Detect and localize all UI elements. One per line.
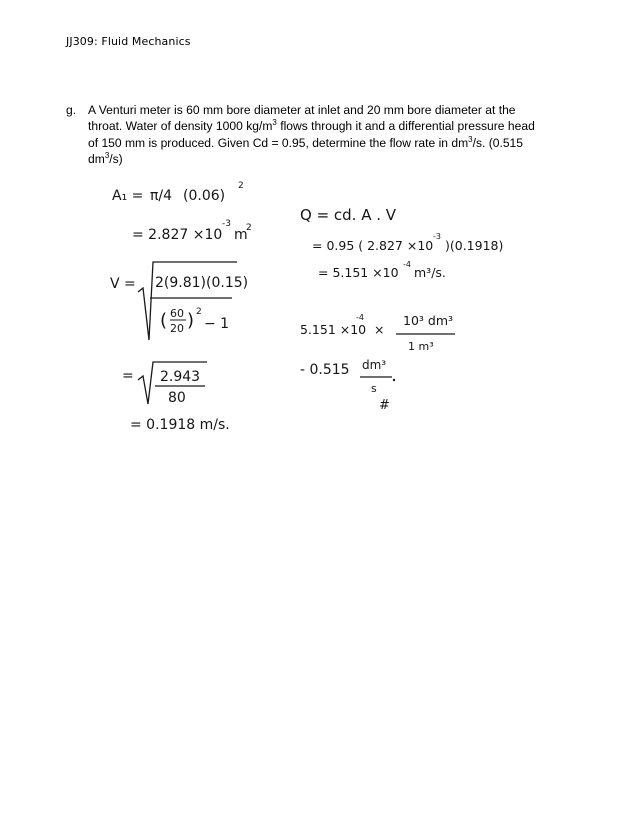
close-paren: ) bbox=[187, 310, 195, 331]
flow-line-2-exponent: -4 bbox=[403, 260, 411, 269]
velocity-result: = 0.1918 m/s. bbox=[130, 417, 230, 433]
question-line-2: throat. Water of density 1000 $kg/m^3$ flows through it and a differential pressure head bbox=[88, 118, 535, 134]
question-line-4: $dm^3/s$) bbox=[88, 150, 123, 166]
final-value: - 0.515 bbox=[300, 362, 350, 378]
velocity-numerator: 2(9.81)(0.15) bbox=[155, 275, 249, 291]
ratio-numerator: 60 bbox=[170, 307, 184, 320]
area-unit-power: 2 bbox=[246, 223, 252, 233]
open-paren: ( bbox=[160, 310, 168, 331]
area-exponent: -3 bbox=[222, 219, 231, 229]
flow-line-1: = 0.95 ( 2.827 ×10 bbox=[312, 238, 434, 253]
conversion-value: 5.151 ×10 bbox=[300, 322, 367, 337]
question-line-1: A Venturi meter is 60 mm bore diameter at inlet and 20 mm bore diameter at the bbox=[88, 103, 516, 117]
final-unit-numerator: dm³ bbox=[362, 358, 387, 372]
end-hash-mark: # bbox=[379, 398, 390, 413]
conversion-numerator: 10³ dm³ bbox=[403, 313, 454, 328]
area-label: A₁ = bbox=[112, 188, 144, 204]
conversion-exponent: -4 bbox=[356, 313, 364, 322]
flow-line-2-end: m³/s. bbox=[414, 265, 446, 280]
minus-one: − 1 bbox=[204, 316, 230, 332]
velocity-numerator-2: 2.943 bbox=[160, 369, 201, 385]
flow-line-1-end: )(0.1918) bbox=[445, 238, 504, 253]
question-label: g. bbox=[66, 103, 77, 117]
flow-line-2: = 5.151 ×10 bbox=[318, 265, 399, 280]
area-diameter: (0.06) bbox=[183, 188, 226, 204]
area-square: 2 bbox=[238, 181, 244, 191]
ratio-square: 2 bbox=[196, 307, 202, 317]
ratio-denominator: 20 bbox=[170, 322, 184, 335]
velocity-denominator-2: 80 bbox=[168, 390, 186, 406]
page-header: JJ309: Fluid Mechanics bbox=[66, 35, 191, 48]
final-period bbox=[393, 379, 395, 381]
flow-formula: Q = cd. A . V bbox=[300, 206, 397, 224]
area-pi: π/4 bbox=[150, 188, 173, 204]
conversion-times: × bbox=[374, 322, 385, 337]
equals-sign: = bbox=[122, 368, 134, 384]
area-unit: m bbox=[234, 227, 248, 243]
velocity-label: V = bbox=[110, 276, 136, 292]
final-unit-denominator: s bbox=[371, 382, 377, 395]
flow-line-1-exponent: -3 bbox=[433, 232, 441, 241]
question-line-3: of 150 mm is produced. Given Cd = 0.95, determine the flow rate in $dm^3/s$. (0.515 bbox=[88, 134, 524, 150]
conversion-denominator: 1 m³ bbox=[408, 340, 434, 353]
area-result: = 2.827 ×10 bbox=[132, 227, 223, 243]
